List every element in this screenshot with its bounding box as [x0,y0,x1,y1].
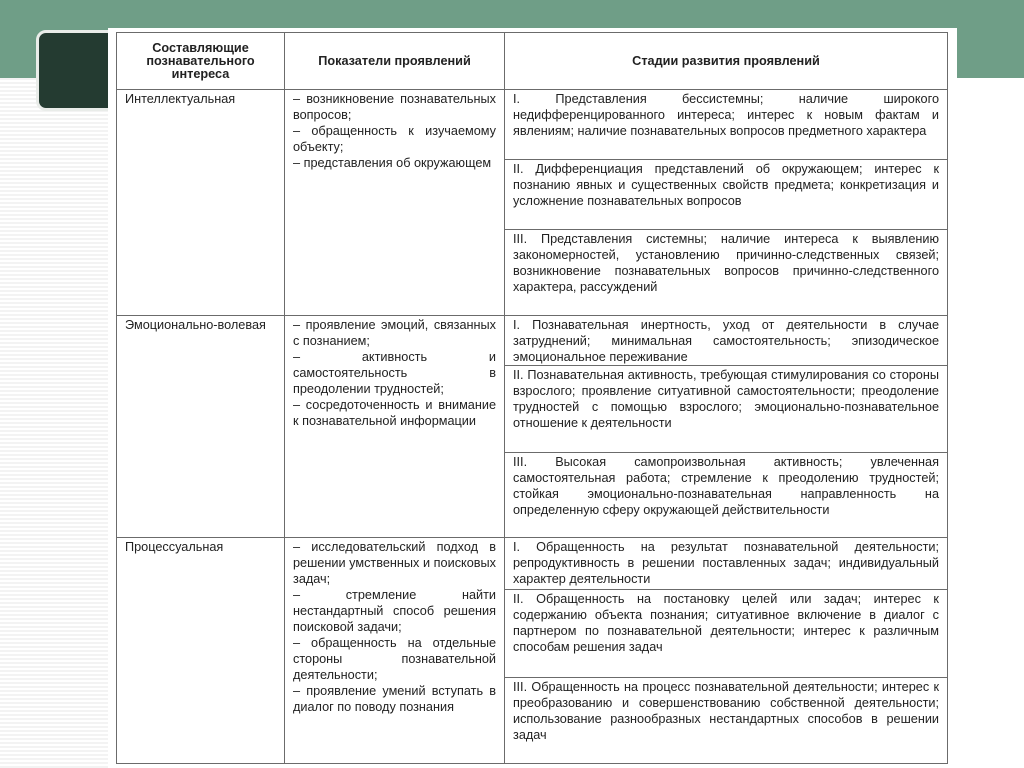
indicator-item: – сосредоточенность и внимание к познавательной информации [293,398,496,428]
stage-cell: III. Представления системны; наличие интереса к выявлению закономерностей, установлению причинно-следственных связей; возникновение познавательных вопросов причинно-следственного характера, рассуждений [505,230,948,316]
table-row [117,316,948,366]
indicator-item: – проявление эмоций, связанных с познанием; [293,318,496,348]
striped-margin [0,78,110,768]
stage-cell: II. Дифференциация представлений об окружающем; интерес к познанию явных и существенных свойств предмета; конкретизация и усложнение познавательных вопросов [505,160,948,230]
component-intellectual: Интеллектуальная [117,90,285,316]
component-emotional-volitional: Эмоционально-волевая [117,316,285,538]
indicator-item: – проявление умений вступать в диалог по поводу познания [293,684,496,714]
indicator-item: – представления об окружающем [293,156,492,170]
indicator-item: – обращенность на отдельные стороны познавательной деятельности; [293,636,496,682]
indicator-item: – обращенность к изучаемому объекту; [293,124,496,154]
header-component: Составляющие познавательного интереса [117,33,285,90]
cognitive-interest-table [116,32,948,764]
indicators-cell [285,538,505,764]
stage-cell: III. Высокая самопроизвольная активность; увлеченная самостоятельная работа; стремление к преодолению трудностей; стойкая эмоционально-познавательная направленность на определенную сферу окружающей действительности [505,453,948,538]
table-row [117,538,948,590]
indicators-cell [285,316,505,538]
stage-cell: II. Обращенность на постановку целей или задач; интерес к содержанию объекта познания; ситуативное включение в диалог с партнером по познавательной деятельности; интерес к различным способам решения задач [505,590,948,678]
stage-cell: I. Познавательная инертность, уход от деятельности в случае затруднений; минимальная самостоятельность; эпизодическое эмоциональное переживание [505,316,948,366]
stage-cell: II. Познавательная активность, требующая стимулирования со стороны взрослого; проявление ситуативной самостоятельности; преодоление трудностей с помощью взрослого; эмоционально-познавательное отношение к деятельности [505,366,948,453]
indicators-cell [285,90,505,316]
header-row [117,33,948,90]
indicator-item: – возникновение познавательных вопросов; [293,92,496,122]
stage-cell: I. Представления бессистемны; наличие широкого недифференцированного интереса; интерес к новым фактам и явлениям; наличие познавательных вопросов предметного характера [505,90,948,160]
table-row [117,90,948,160]
header-stages: Стадии развития проявлений [505,33,948,90]
header-indicators: Показатели проявлений [285,33,505,90]
component-procedural: Процессуальная [117,538,285,764]
indicator-item: – стремление найти нестандартный способ решения поисковой задачи; [293,588,496,634]
indicator-item: – исследовательский подход в решении умственных и поисковых задач; [293,540,496,586]
stage-cell: I. Обращенность на результат познавательной деятельности; репродуктивность в решении поставленных задач; индивидуальный характер деятельности [505,538,948,590]
indicator-item: – активность и самостоятельность в преодолении трудностей; [293,350,496,396]
stage-cell: III. Обращенность на процесс познавательной деятельности; интерес к преобразованию и совершенствованию собственной деятельности; использование разнообразных нестандартных способов в решении задач [505,678,948,764]
